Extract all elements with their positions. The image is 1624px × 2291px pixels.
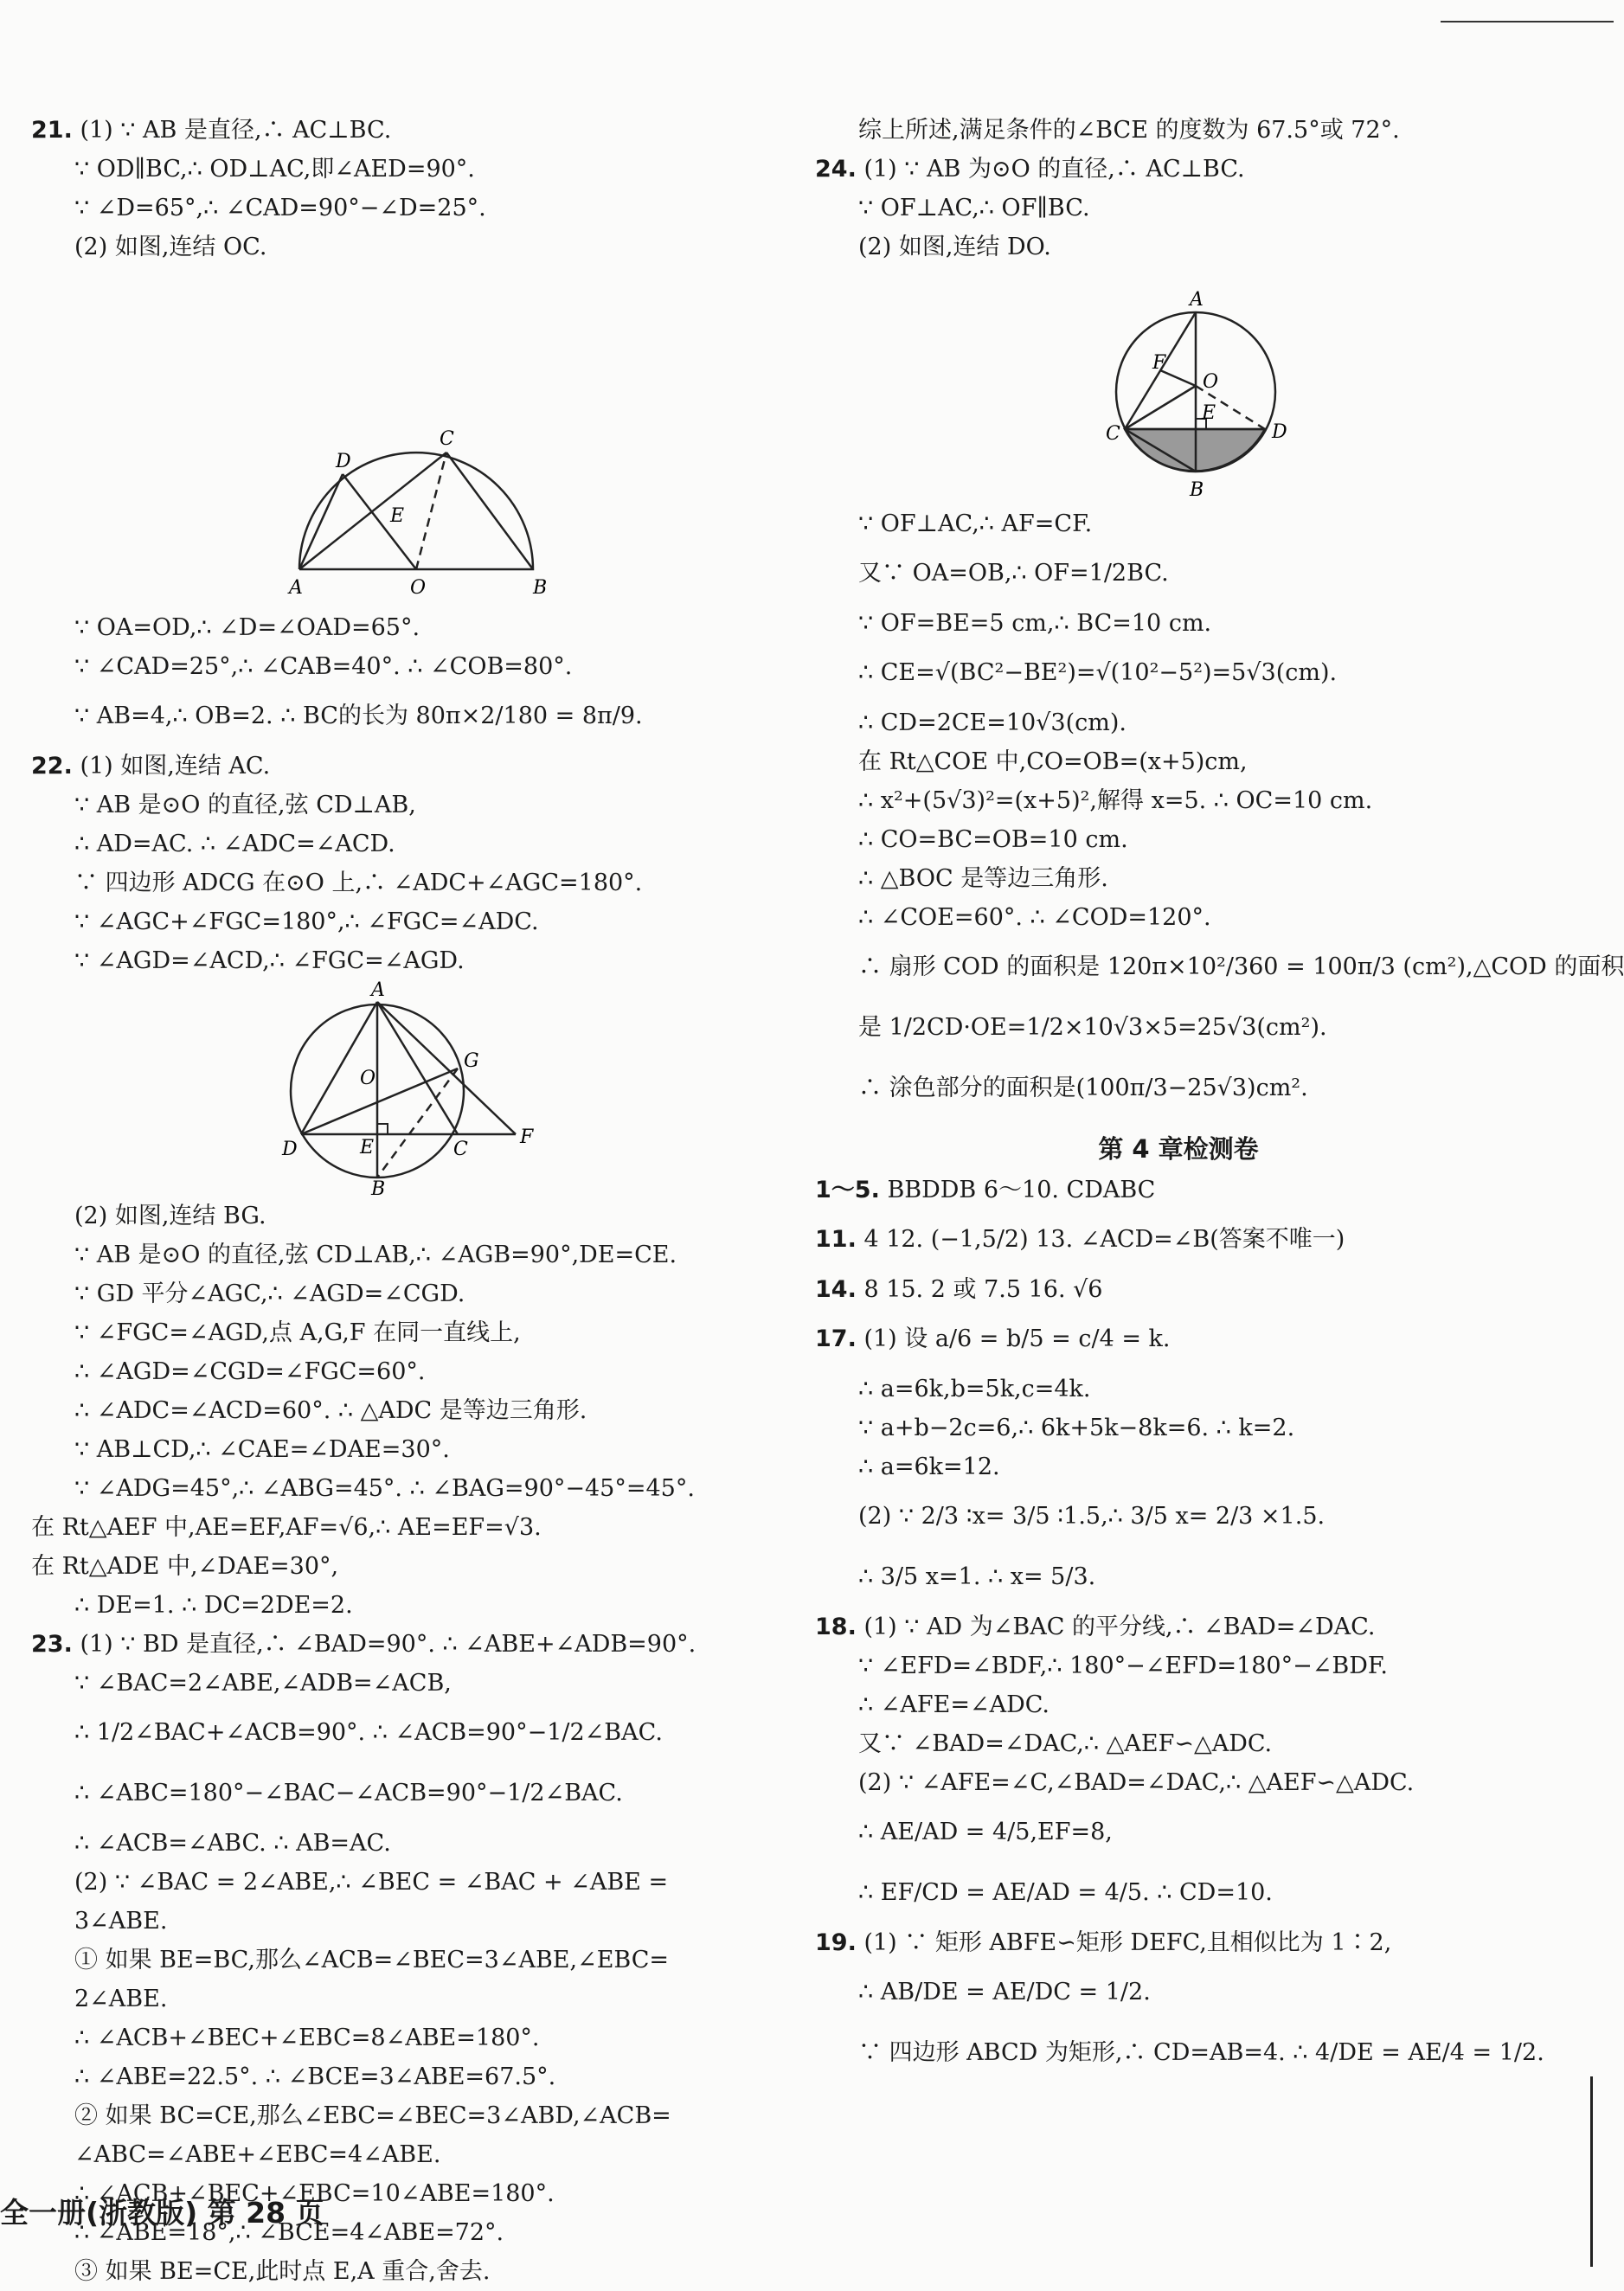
circle-shaded-diagram bbox=[815, 266, 1542, 504]
line-text: 3∠ABE. bbox=[74, 1908, 168, 1935]
line-text: ∵ OF⊥AC,∴ AF=CF. bbox=[858, 510, 1093, 537]
fig2-label-d: D bbox=[282, 1139, 298, 1160]
fig2-label-f: F bbox=[520, 1126, 534, 1148]
figure-semicircle bbox=[31, 266, 767, 608]
solution-line bbox=[31, 2252, 767, 2291]
figure-circle-shaded bbox=[815, 266, 1542, 504]
solution-line bbox=[31, 1902, 767, 1941]
line-text: ∵ ∠EFD=∠BDF,∴ 180°−∠EFD=180°−∠BDF. bbox=[858, 1652, 1388, 1679]
line-text: (1) 设 a/6 = b/5 = c/4 = k. bbox=[863, 1325, 1171, 1352]
solution-line bbox=[31, 1763, 767, 1824]
solution-line bbox=[31, 111, 767, 150]
line-text: ∵ ∠AGD=∠ACD,∴ ∠FGC=∠AGD. bbox=[74, 947, 465, 974]
line-text: ∴ ∠ACB+∠BEC+∠EBC=10∠ABE=180°. bbox=[74, 2180, 555, 2207]
solution-line bbox=[815, 1171, 1542, 1210]
right-block-c bbox=[815, 1171, 1542, 2083]
line-text: ∴ ∠ABE=18°,∴ ∠BCE=4∠ABE=72°. bbox=[74, 2219, 504, 2246]
problem-number: 23. bbox=[31, 1631, 73, 1658]
line-text: ③ 如果 BE=CE,此时点 E,A 重合,舍去. bbox=[74, 2258, 491, 2285]
fig3-label-b: B bbox=[1190, 479, 1204, 501]
solution-line bbox=[815, 1486, 1542, 1547]
line-text: 8 15. 2 或 7.5 16. √6 bbox=[863, 1276, 1103, 1303]
solution-line bbox=[815, 1210, 1542, 1270]
line-text: ∵ a+b−2c=6,∴ 6k+5k−8k=6. ∴ k=2. bbox=[858, 1415, 1295, 1441]
solution-line bbox=[31, 2018, 767, 2057]
right-column bbox=[815, 111, 1624, 2083]
solution-line bbox=[31, 2135, 767, 2174]
problem-number: 22. bbox=[31, 753, 73, 780]
fig3-label-c: C bbox=[1106, 423, 1120, 445]
solution-line bbox=[815, 504, 1542, 543]
problem-number: 14. bbox=[815, 1276, 857, 1303]
fig2-label-c: C bbox=[453, 1139, 468, 1160]
line-text: ∴ ∠ACB+∠BEC+∠EBC=8∠ABE=180°. bbox=[74, 2025, 540, 2051]
line-text: ∴ CE=√(BC²−BE²)=√(10²−5²)=5√3(cm). bbox=[858, 659, 1338, 686]
problem-number: 11. bbox=[815, 1226, 857, 1253]
solution-line bbox=[815, 703, 1542, 742]
solution-line bbox=[31, 647, 767, 686]
solution-line bbox=[31, 1547, 767, 1586]
solution-line bbox=[31, 1391, 767, 1430]
solution-line bbox=[815, 1863, 1542, 1923]
fig1-label-a: A bbox=[289, 577, 303, 599]
line-text: (1) ∵ 矩形 ABFE∽矩形 DEFC,且相似比为 1∶2, bbox=[863, 1929, 1392, 1956]
line-text: 在 Rt△ADE 中,∠DAE=30°, bbox=[31, 1553, 339, 1580]
line-text: ∴ AE/AD = 4/5,EF=8, bbox=[858, 1819, 1113, 1845]
solution-line bbox=[815, 1409, 1542, 1447]
line-text: 综上所述,满足条件的∠BCE 的度数为 67.5°或 72°. bbox=[858, 117, 1400, 144]
solution-line bbox=[815, 2023, 1542, 2083]
fig1-label-c: C bbox=[440, 428, 454, 450]
solution-line bbox=[815, 1058, 1542, 1119]
fig2-label-e: E bbox=[360, 1137, 375, 1158]
solution-line bbox=[815, 998, 1542, 1058]
solution-line bbox=[31, 1980, 767, 2018]
line-text: (2) ∵ ∠BAC = 2∠ABE,∴ ∠BEC = ∠BAC + ∠ABE = bbox=[74, 1869, 669, 1896]
solution-line bbox=[31, 1469, 767, 1508]
left-block-b bbox=[31, 608, 767, 980]
line-text: (1) ∵ BD 是直径,∴ ∠BAD=90°. ∴ ∠ABE+∠ADB=90°. bbox=[80, 1631, 696, 1658]
line-text: ∵ AB⊥CD,∴ ∠CAE=∠DAE=30°. bbox=[74, 1436, 450, 1463]
solution-line bbox=[31, 786, 767, 825]
left-column bbox=[31, 111, 767, 2291]
line-text: 4 12. (−1,5/2) 13. ∠ACD=∠B(答案不唯一) bbox=[863, 1226, 1345, 1253]
solution-line bbox=[31, 608, 767, 647]
line-text: ∵ ∠AGC+∠FGC=180°,∴ ∠FGC=∠ADC. bbox=[74, 908, 539, 935]
fig1-label-e: E bbox=[390, 505, 405, 527]
solution-line bbox=[31, 150, 767, 189]
line-text: ∵ OF⊥AC,∴ OF∥BC. bbox=[858, 195, 1090, 221]
line-text: ∴ DE=1. ∴ DC=2DE=2. bbox=[74, 1592, 353, 1619]
section-title: 第 4 章检测卷 bbox=[1098, 1134, 1259, 1164]
line-text: ∴ 3/5 x=1. ∴ x= 5/3. bbox=[858, 1563, 1096, 1590]
line-text: ② 如果 BC=CE,那么∠EBC=∠BEC=3∠ABD,∠ACB= bbox=[74, 2102, 671, 2129]
line-text: ∵ AB 是⊙O 的直径,弦 CD⊥AB, bbox=[74, 792, 416, 818]
solution-line bbox=[815, 1447, 1542, 1486]
fig1-label-b: B bbox=[533, 577, 548, 599]
solution-line bbox=[815, 1802, 1542, 1863]
fig3-label-d: D bbox=[1272, 421, 1287, 443]
line-text: ∴ ∠ACB=∠ABC. ∴ AB=AC. bbox=[74, 1830, 391, 1857]
line-text: (2) 如图,连结 OC. bbox=[74, 234, 267, 260]
solution-line bbox=[815, 1685, 1542, 1724]
problem-number: 1～5. bbox=[815, 1177, 880, 1203]
line-text: ∵ ∠D=65°,∴ ∠CAD=90°−∠D=25°. bbox=[74, 195, 486, 221]
line-text: ∵ ∠CAD=25°,∴ ∠CAB=40°. ∴ ∠COB=80°. bbox=[74, 653, 573, 680]
solution-line bbox=[31, 747, 767, 786]
line-text: ∴ ∠ABE=22.5°. ∴ ∠BCE=3∠ABE=67.5°. bbox=[74, 2063, 556, 2090]
solution-line bbox=[31, 1235, 767, 1274]
fig1-label-o: O bbox=[410, 577, 427, 599]
line-text: ∵ AB=4,∴ OB=2. ∴ BC的长为 80π×2/180 = 8π/9. bbox=[74, 703, 643, 729]
line-text: (2) ∵ 2/3 ∶x= 3/5 ∶1.5,∴ 3/5 x= 2/3 ×1.5. bbox=[858, 1503, 1326, 1530]
line-text: ∴ ∠ABC=180°−∠BAC−∠ACB=90°−1/2∠BAC. bbox=[74, 1780, 623, 1806]
line-text: ∴ a=6k,b=5k,c=4k. bbox=[858, 1376, 1091, 1402]
semicircle-diagram bbox=[31, 266, 767, 608]
line-text: ∵ 四边形 ABCD 为矩形,∴ CD=AB=4. ∴ 4/DE = AE/4 = 1/2. bbox=[858, 2039, 1544, 2066]
solution-line bbox=[815, 1608, 1542, 1646]
solution-line bbox=[815, 228, 1542, 266]
problem-number: 17. bbox=[815, 1325, 857, 1352]
line-text: 又∵ OA=OB,∴ OF=1/2BC. bbox=[858, 560, 1169, 587]
solution-line bbox=[815, 643, 1542, 703]
solution-line bbox=[31, 1313, 767, 1352]
line-text: ∴ AB/DE = AE/DC = 1/2. bbox=[858, 1979, 1151, 2005]
header-rule bbox=[1441, 21, 1614, 22]
fig1-label-d: D bbox=[336, 451, 351, 472]
solution-line bbox=[815, 1309, 1542, 1370]
solution-line bbox=[815, 820, 1542, 859]
fig3-label-a: A bbox=[1190, 289, 1204, 311]
line-text: (2) 如图,连结 DO. bbox=[858, 234, 1051, 260]
line-text: ∴ CO=BC=OB=10 cm. bbox=[858, 826, 1128, 853]
solution-line bbox=[31, 1941, 767, 1980]
line-text: ∴ △BOC 是等边三角形. bbox=[858, 865, 1108, 892]
line-text: ∵ AB 是⊙O 的直径,弦 CD⊥AB,∴ ∠AGB=90°,DE=CE. bbox=[74, 1242, 677, 1268]
line-text: 又∵ ∠BAD=∠DAC,∴ △AEF∽△ADC. bbox=[858, 1730, 1273, 1757]
solution-line bbox=[31, 825, 767, 863]
fig3-label-o: O bbox=[1203, 371, 1219, 393]
line-text: ∵ OD∥BC,∴ OD⊥AC,即∠AED=90°. bbox=[74, 156, 475, 183]
line-text: ∴ AD=AC. ∴ ∠ADC=∠ACD. bbox=[74, 831, 395, 857]
solution-line bbox=[815, 1370, 1542, 1409]
solution-line bbox=[815, 1763, 1542, 1802]
line-text: ∵ OA=OD,∴ ∠D=∠OAD=65°. bbox=[74, 614, 420, 641]
problem-number: 18. bbox=[815, 1614, 857, 1640]
line-text: ∵ OF=BE=5 cm,∴ BC=10 cm. bbox=[858, 610, 1212, 637]
line-text: ∵ ∠ADG=45°,∴ ∠ABG=45°. ∴ ∠BAG=90°−45°=45°. bbox=[74, 1475, 695, 1502]
line-text: ∴ x²+(5√3)²=(x+5)²,解得 x=5. ∴ OC=10 cm. bbox=[858, 787, 1373, 814]
line-text: ∵ ∠BAC=2∠ABE,∠ADB=∠ACB, bbox=[74, 1670, 452, 1697]
line-text: (1) 如图,连结 AC. bbox=[80, 753, 271, 780]
fig2-label-o: O bbox=[360, 1068, 376, 1089]
solution-line bbox=[31, 1352, 767, 1391]
left-block-c bbox=[31, 1197, 767, 2291]
solution-line bbox=[815, 742, 1542, 781]
solution-line bbox=[815, 1646, 1542, 1685]
solution-line bbox=[815, 1547, 1542, 1608]
page-footer: 全一册(浙教版) 第 28 页 bbox=[0, 2196, 324, 2230]
line-text: 2∠ABE. bbox=[74, 1986, 168, 2012]
figure-circle-agf bbox=[31, 979, 767, 1200]
fig2-label-b: B bbox=[371, 1178, 386, 1200]
solution-line bbox=[31, 941, 767, 980]
solution-line bbox=[815, 543, 1542, 604]
line-text: ∴ CD=2CE=10√3(cm). bbox=[858, 709, 1127, 736]
right-block-a bbox=[815, 111, 1542, 266]
fig2-label-a: A bbox=[371, 979, 385, 1001]
solution-line bbox=[31, 1625, 767, 1664]
left-block-a bbox=[31, 111, 767, 266]
line-text: (2) 如图,连结 BG. bbox=[74, 1203, 266, 1229]
line-text: ∴ ∠COE=60°. ∴ ∠COD=120°. bbox=[858, 904, 1211, 931]
solution-line bbox=[31, 1430, 767, 1469]
line-text: ∴ ∠ADC=∠ACD=60°. ∴ △ADC 是等边三角形. bbox=[74, 1397, 587, 1424]
solution-line bbox=[31, 1664, 767, 1703]
solution-line bbox=[815, 604, 1542, 643]
line-text: (1) ∵ AD 为∠BAC 的平分线,∴ ∠BAD=∠DAC. bbox=[863, 1614, 1376, 1640]
fig3-label-f: F bbox=[1152, 352, 1166, 374]
line-text: ∵ 四边形 ADCG 在⊙O 上,∴ ∠ADC+∠AGC=180°. bbox=[74, 870, 643, 896]
solution-line bbox=[815, 1724, 1542, 1763]
solution-line bbox=[31, 1586, 767, 1625]
problem-number: 21. bbox=[31, 117, 73, 144]
line-text: BBDDB 6～10. CDABC bbox=[887, 1177, 1156, 1203]
solution-line bbox=[815, 111, 1542, 150]
solution-line bbox=[31, 228, 767, 266]
solution-line bbox=[31, 2096, 767, 2135]
line-text: (2) ∵ ∠AFE=∠C,∠BAD=∠DAC,∴ △AEF∽△ADC. bbox=[858, 1769, 1415, 1796]
right-block-b bbox=[815, 504, 1624, 1119]
line-text: ∴ ∠AFE=∠ADC. bbox=[858, 1691, 1050, 1718]
solution-line bbox=[815, 937, 1624, 998]
solution-line bbox=[31, 2057, 767, 2096]
line-text: ∴ 扇形 COD 的面积是 120π×10²/360 = 100π/3 (cm²),△COD 的面积 bbox=[858, 953, 1624, 980]
solution-line bbox=[815, 898, 1542, 937]
line-text: ∵ ∠FGC=∠AGD,点 A,G,F 在同一直线上, bbox=[74, 1319, 521, 1346]
line-text: ∴ 涂色部分的面积是(100π/3−25√3)cm². bbox=[858, 1075, 1308, 1101]
solution-line bbox=[815, 781, 1542, 820]
fig2-label-g: G bbox=[464, 1050, 479, 1072]
line-text: ∠ABC=∠ABE+∠EBC=4∠ABE. bbox=[74, 2141, 441, 2168]
solution-line bbox=[815, 1923, 1542, 1962]
solution-line bbox=[815, 150, 1542, 189]
line-text: ∴ EF/CD = AE/AD = 4/5. ∴ CD=10. bbox=[858, 1879, 1273, 1906]
line-text: (1) ∵ AB 为⊙O 的直径,∴ AC⊥BC. bbox=[863, 156, 1245, 183]
solution-line bbox=[31, 189, 767, 228]
line-text: 在 Rt△COE 中,CO=OB=(x+5)cm, bbox=[858, 748, 1248, 775]
problem-number: 24. bbox=[815, 156, 857, 183]
solution-line bbox=[31, 1508, 767, 1547]
solution-line bbox=[31, 1274, 767, 1313]
solution-line bbox=[31, 1863, 767, 1902]
margin-bar bbox=[1590, 2076, 1593, 2267]
circle-agf-diagram bbox=[31, 979, 767, 1200]
solution-line bbox=[31, 902, 767, 941]
solution-line bbox=[815, 1270, 1542, 1309]
line-text: ∴ a=6k=12. bbox=[858, 1454, 1000, 1480]
solution-line bbox=[815, 859, 1542, 898]
line-text: ① 如果 BE=BC,那么∠ACB=∠BEC=3∠ABE,∠EBC= bbox=[74, 1947, 670, 1973]
solution-line bbox=[31, 686, 767, 747]
solution-line bbox=[815, 189, 1542, 228]
solution-line bbox=[31, 1197, 767, 1235]
solution-line bbox=[815, 1962, 1542, 2023]
solution-line bbox=[31, 1824, 767, 1863]
fig3-label-e: E bbox=[1202, 402, 1216, 424]
line-text: 是 1/2CD·OE=1/2×10√3×5=25√3(cm²). bbox=[858, 1014, 1327, 1041]
solution-line bbox=[31, 1703, 767, 1763]
line-text: ∵ GD 平分∠AGC,∴ ∠AGD=∠CGD. bbox=[74, 1280, 465, 1307]
line-text: (1) ∵ AB 是直径,∴ AC⊥BC. bbox=[80, 117, 392, 144]
solution-line bbox=[31, 863, 767, 902]
line-text: 在 Rt△AEF 中,AE=EF,AF=√6,∴ AE=EF=√3. bbox=[31, 1514, 542, 1541]
line-text: ∴ ∠AGD=∠CGD=∠FGC=60°. bbox=[74, 1358, 426, 1385]
line-text: ∴ 1/2∠BAC+∠ACB=90°. ∴ ∠ACB=90°−1/2∠BAC. bbox=[74, 1719, 663, 1746]
problem-number: 19. bbox=[815, 1929, 857, 1956]
